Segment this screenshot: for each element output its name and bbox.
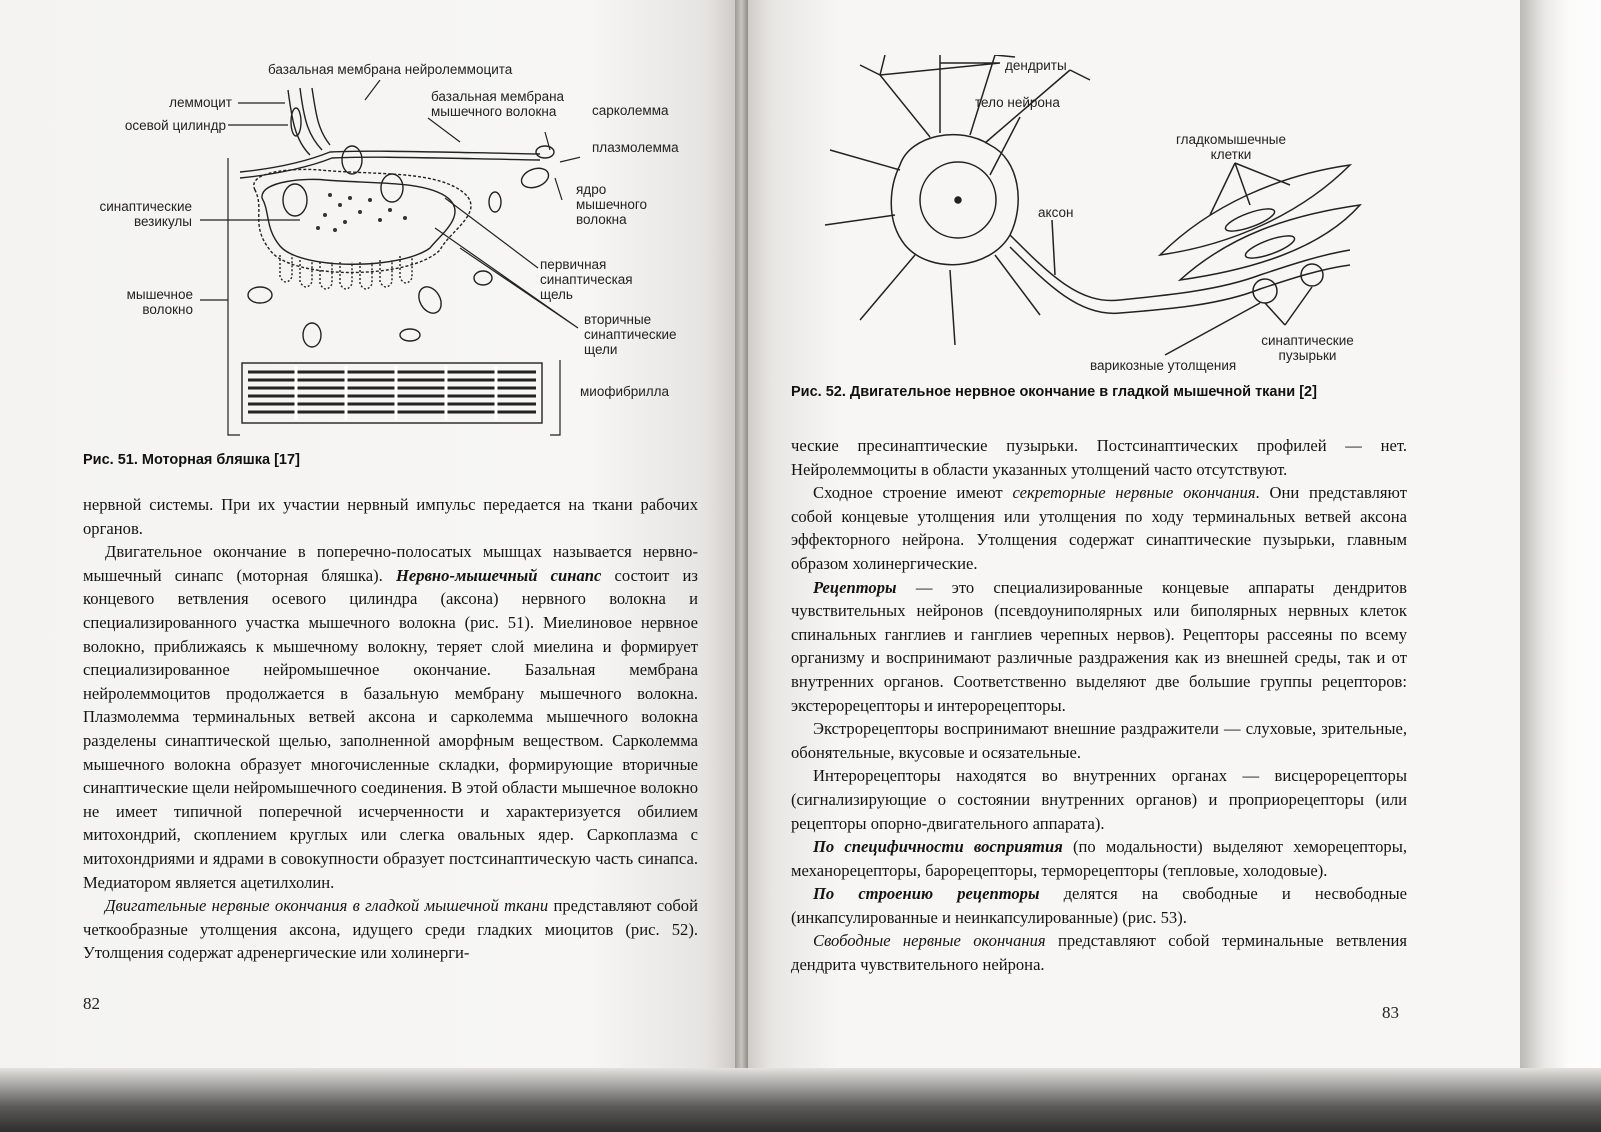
paragraph: ческие пресинаптические пузырьки. Постсинаптических профилей — нет. Нейролеммоциты в области указанных утолщений часто отсутствуют. [791, 436, 1407, 479]
label-muscle-fiber-1: мышечное [126, 287, 193, 302]
paragraph: Интерорецепторы находятся во внутренних органах — висцерорецепторы (сигнализирующие о состоянии внутренних органов) и проприорецепторы (или рецепторы опорно-двигательного аппарата). [791, 766, 1407, 833]
label-primary-cleft-2: синаптическая [540, 272, 633, 287]
page-number-left: 82 [83, 994, 100, 1013]
term-receptors: Рецепторы [813, 577, 897, 597]
term-structure: По строению рецепторы [813, 884, 1040, 904]
label-smooth-muscle-cells-2: клетки [1210, 147, 1252, 162]
term-smooth-muscle-endings: Двигательные нервные окончания в гладкой мышечной ткани [105, 896, 549, 916]
label-primary-cleft-1: первичная [540, 257, 607, 272]
label-synaptic-vesicles-2: пузырьки [1278, 348, 1337, 363]
label-axial-cylinder: осевой цилиндр [124, 118, 226, 133]
label-secondary-clefts-1: вторичные [584, 312, 652, 327]
page-edge [1520, 0, 1601, 1132]
label-synaptic-vesicles-1: синаптические [1261, 333, 1354, 348]
left-page-body [83, 493, 698, 965]
smooth-muscle-ending-figure [820, 55, 1380, 370]
label-nucleus-1: ядро [576, 182, 607, 197]
label-myofibril: миофибрилла [580, 384, 670, 399]
term-neuromuscular-synapse: Нервно-мышечный синапс [395, 565, 602, 585]
label-nucleus-3: волокна [576, 212, 627, 227]
label-basal-membrane-muscle-1: базальная мембрана [431, 89, 565, 104]
figure-51-caption: Рис. 51. Моторная бляшка [17] [83, 452, 300, 468]
term-free-endings: Свободные нервные окончания [813, 931, 1046, 951]
label-sarcolemma: сарколемма [592, 103, 669, 118]
label-basal-membrane-neurolemmocyte: базальная мембрана нейролеммоцита [268, 62, 513, 77]
paragraph: Свободные нервные окончания представляют собой терминальные ветвления дендрита чувствительного нейрона. [791, 931, 1407, 975]
paragraph: Экстрорецепторы воспринимают внешние раздражители — слуховые, зрительные, обонятельные, вкусовые и осязательные. [791, 719, 1407, 762]
label-nucleus-2: мышечного [576, 197, 648, 212]
right-page-body [791, 434, 1407, 977]
paragraph: Двигательные нервные окончания в гладкой мышечной ткани представляют собой четкообразные утолщения аксона, идущего среди гладких миоцитов (рис. 52). Утолщения содержат адренергические или холинерги- [83, 896, 698, 963]
page-number-right: 83 [1382, 1003, 1399, 1022]
label-neuron-body: тело нейрона [975, 95, 1060, 110]
label-primary-cleft-3: щель [540, 287, 573, 302]
paragraph: Рецепторы — это специализированные концевые аппараты дендритов чувствительных нейронов (псевдоуниполярных или биполярных нервных клеток спинальных ганглиев и ганглиев черепных нервов). Рецепторы рассеяны по всему организму и воспринимают различные раздражения как из внешней среды, так и от внутренних органов. Соответственно выделяют две большие группы рецепторов: экстерорецепторы и интерорецепторы. [791, 577, 1407, 715]
label-basal-membrane-muscle-2: мышечного волокна [431, 104, 557, 119]
label-muscle-fiber-2: волокно [142, 302, 193, 317]
motor-plaque-figure [200, 80, 580, 440]
paragraph: По строению рецепторы делятся на свободные и несвободные (инкапсулированные и неинкапсулированные) (рис. 53). [791, 884, 1407, 927]
term-secretory-endings: секреторные нервные окончания [1012, 483, 1256, 503]
paragraph: По специфичности восприятия (по модальности) выделяют хеморецепторы, механорецепторы, барорецепторы, терморецепторы (тепловые, холодовые). [791, 837, 1407, 880]
label-axon: аксон [1038, 205, 1074, 220]
label-secondary-clefts-2: синаптические [584, 327, 677, 342]
label-varicose-thickenings: варикозные утолщения [1090, 358, 1237, 373]
figure-52-caption: Рис. 52. Двигательное нервное окончание в гладкой мышечной ткани [2] [791, 384, 1317, 400]
scan-bottom-shadow [0, 1068, 1601, 1132]
label-synaptic-vesicles-1: синаптические [99, 199, 192, 214]
label-plasmolemma: плазмолемма [592, 140, 679, 155]
label-synaptic-vesicles-2: везикулы [133, 214, 192, 229]
term-specificity: По специфичности восприятия [813, 837, 1063, 857]
book-gutter [735, 0, 748, 1132]
label-secondary-clefts-3: щели [584, 342, 618, 357]
paragraph: нервной системы. При их участии нервный импульс передается на ткани рабочих органов. [83, 495, 698, 538]
paragraph: Сходное строение имеют секреторные нервные окончания. Они представляют собой концевые утолщения или утолщения по ходу терминальных ветвей аксона эффекторного нейрона. Утолщения содержат синаптические пузырьки, главным образом холинергические. [791, 483, 1407, 573]
label-lemmocyte: леммоцит [169, 95, 232, 110]
paragraph: Двигательное окончание в поперечно-полосатых мышцах называется нервно-мышечный синапс (моторная бляшка). Нервно-мышечный синапс состоит из концевого ветвления осевого цилиндра (аксона) нервного волокна и специализированного участка мышечного волокна (рис. 51). Миелиновое нервное волокно, приближаясь к мышечному волокну, теряет слой миелина и формирует специализированное нейромышечное окончание. Базальная мембрана нейролеммоцитов продолжается в базальную мембрану мышечного волокна. Плазмолемма терминальных ветвей аксона и сарколемма мышечного волокна разделены синаптической щелью, заполненной аморфным веществом. Сарколемма мышечного волокна образует многочисленные складки, формирующие вторичные синаптические щели нейромышечного соединения. В этой области мышечное волокно не имеет типичной поперечной исчерченности и характеризуется обилием митохондрий, скоплением круглых или слегка овальных ядер. Саркоплазма с митохондриями и ядрами в совокупности образует постсинаптическую часть синапса. Медиатором является ацетилхолин. [83, 542, 698, 892]
label-smooth-muscle-cells-1: гладкомышечные [1175, 132, 1287, 147]
label-dendrites: дендриты [1005, 58, 1067, 73]
